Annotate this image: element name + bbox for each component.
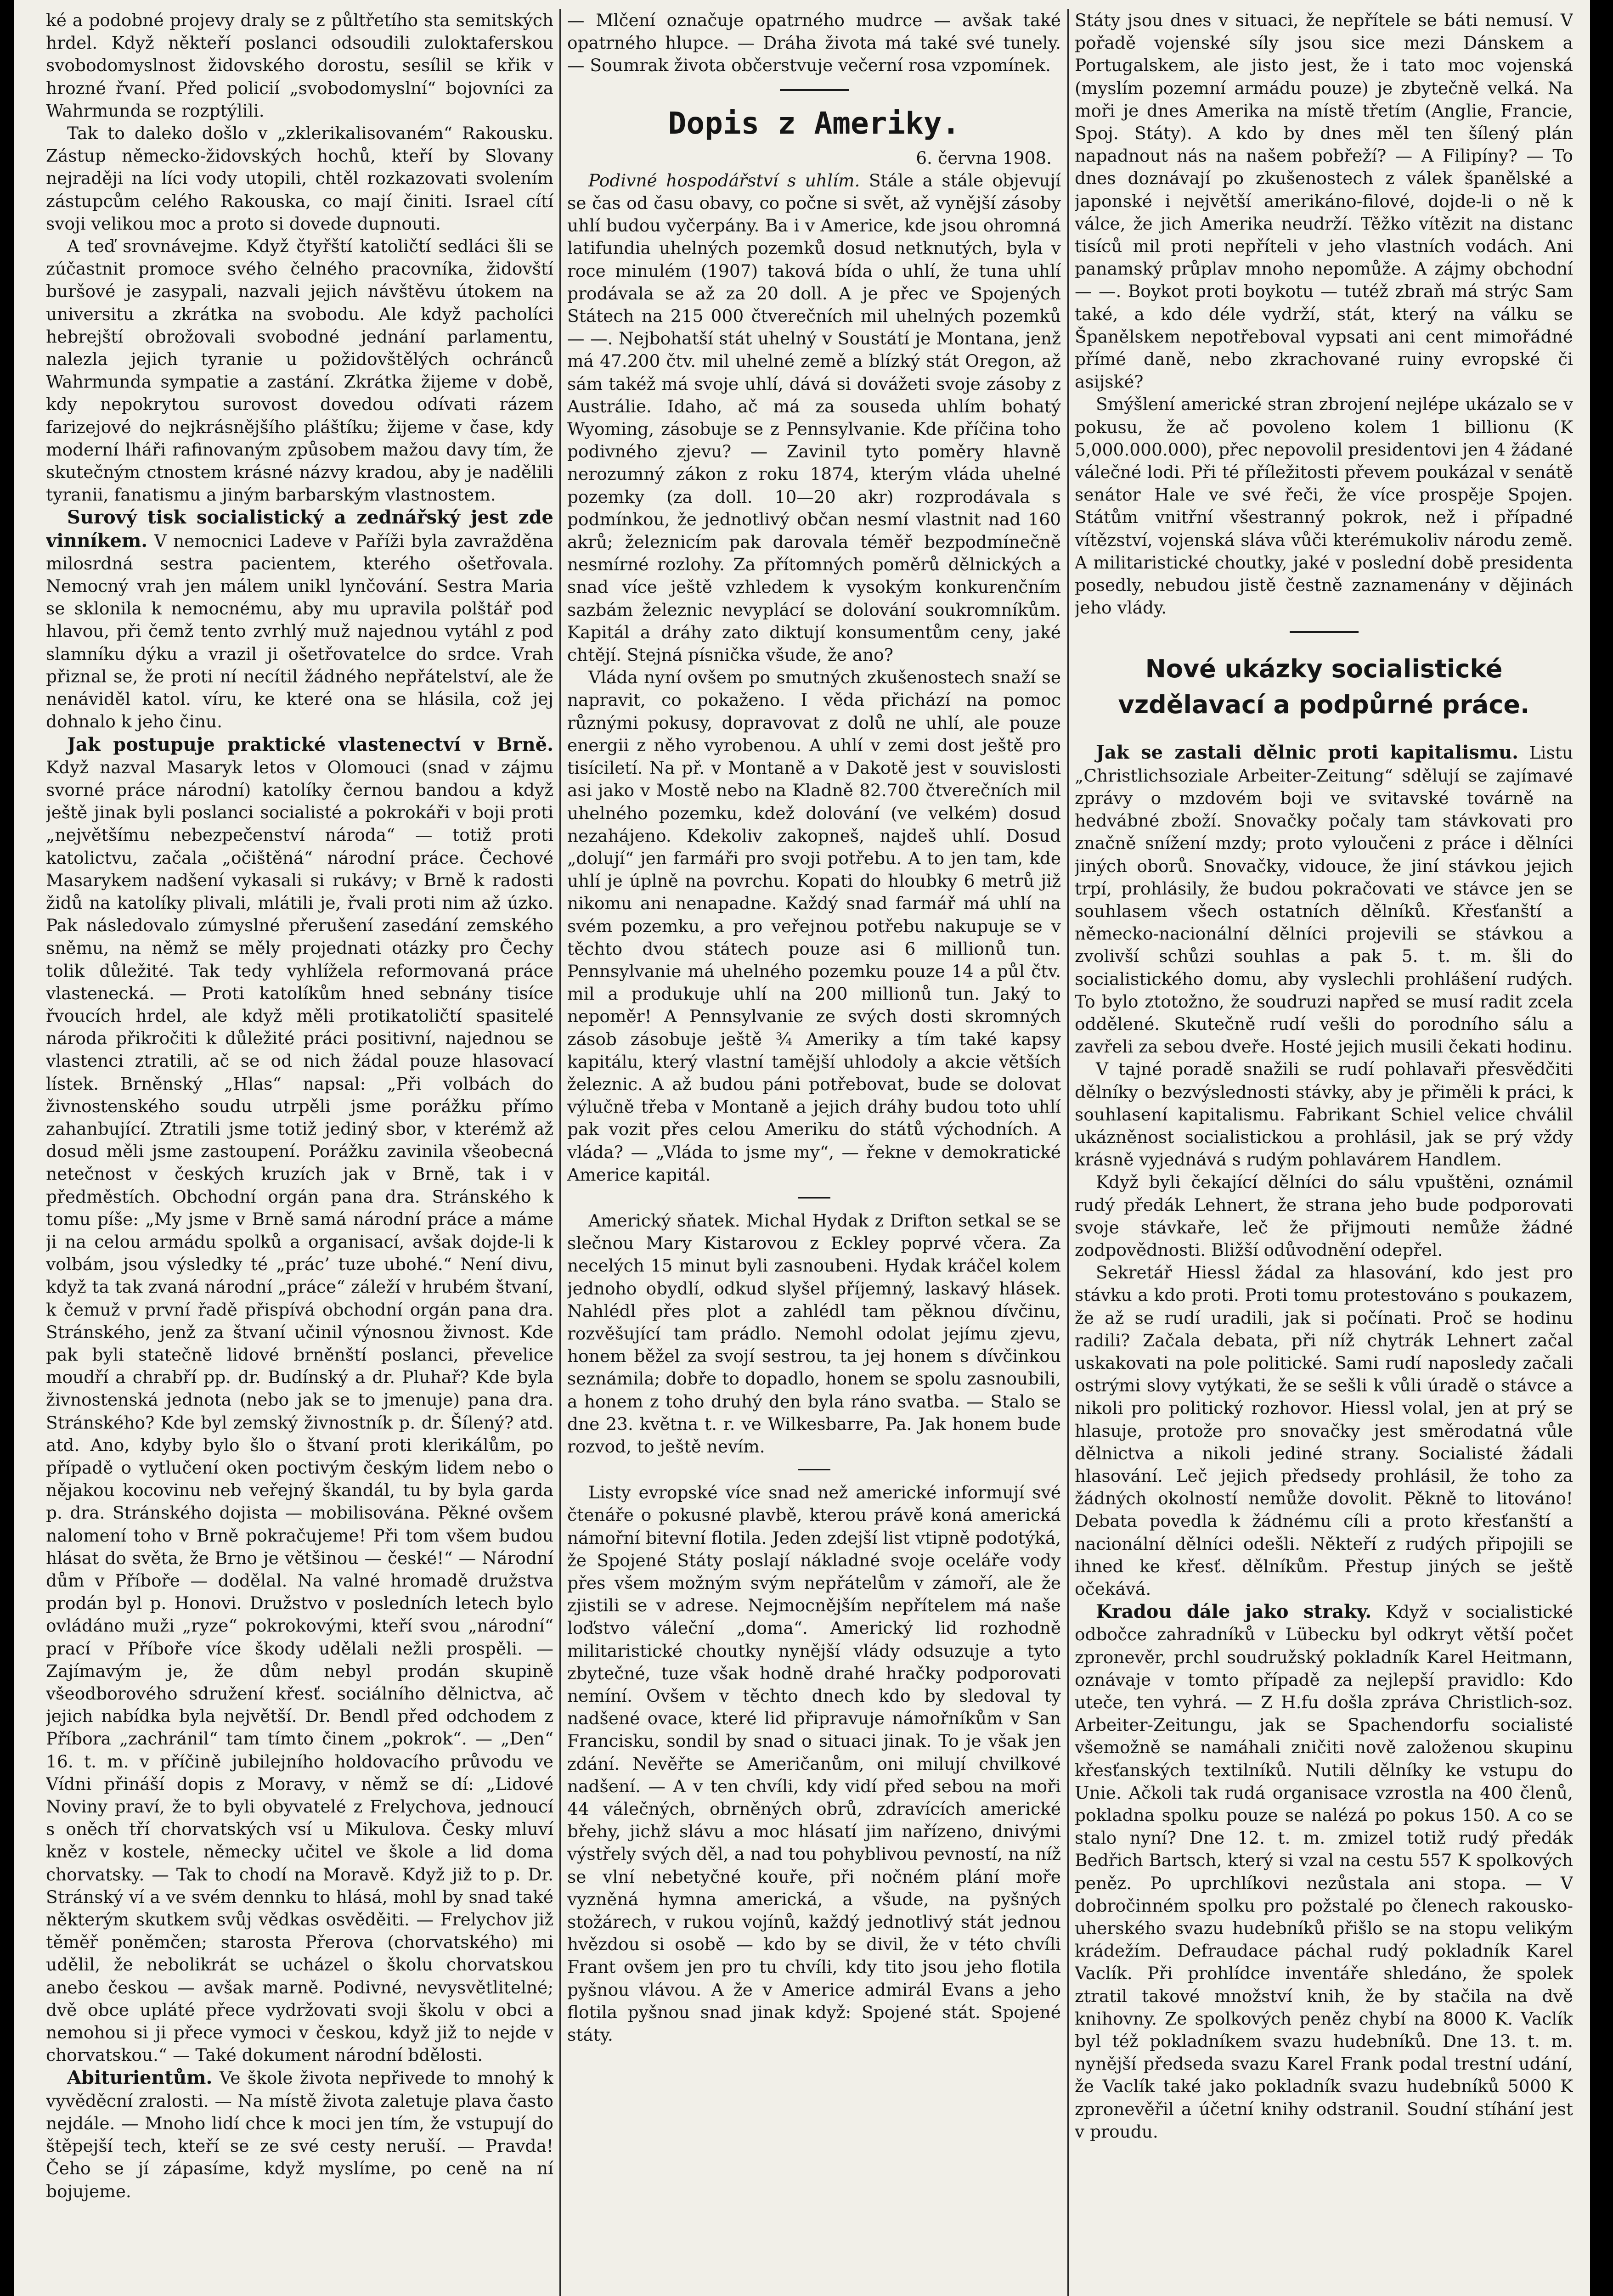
paragraph: Tak to daleko došlo v „zklerikalisovaném“ Rakousku. Zástup německo-židovských hochů, kteří by Slovany nejraději na líci vody utopili, chtěl rozkazovati svolením zástupcům celého Rakouska, co mají činiti. Israel cítí svoji velikou moc a proto si dovede dupnouti. [46, 123, 553, 234]
paragraph: Sekretář Hiessl žádal za hlasování, kdo jest pro stávku a kdo proti. Proti tomu protestováno s poukazem, že až se rudí uradili, jak si počínati. Proč se hodinu radili? Začala debata, při níž chytrák Lehnert začal uskakovati na pole politické. Sami rudí naposledy začali ostrými slovy vytýkati, že se sešli k vůli úradě o stávce a nikoli pro politický rozhovor. Hiessl volal, jen at prý se hlasuje, protože pro snovačky jest směrodatná vůle dělnictva a nikoli jediné strany. Socialisté žádali hlasování. Leč jejich předsedy prohlásil, že toho za žádných okolností nemůže dovolit. Pěkně to litováno! Debata povedla k žádnému cíli a proto křesťanští a nacionální dělníci odešli. Někteří z rudých připojili se ihned ke křesť. dělníkům. Přestup jiných se ještě očekává. [1075, 1262, 1573, 1599]
article-heading: Nové ukázky socialistické vzdělavací a podpůrné práce. [1118, 654, 1530, 720]
news-title: Jak se zastali dělnic proti kapitalismu. [1096, 742, 1519, 764]
news-item [46, 2066, 553, 2202]
news-body: Když v socialistické odbočce zahradníků v Lübecku byl odkryt větší počet zpronevěr, prchl soudružský pokladník Karel Heitmann, oznávaje v tomto případě za nejlepší pravidlo: Kdo uteče, ten vyhrá. — Z H.fu došla zpráva Christlich-soz. Arbeiter-Zeitungu, jak se Spachendorfu socialisté všemožně se namáhali zničiti nově založenou skupinu křesťanských textilníků. Nutili dělníky ke vstupu do Unie. Ačkoli tak rudá organisace vzrostla na 400 členů, pokladna spolku pouze se nalézá po pokus 150. A co se stalo nyní? Dne 12. t. m. zmizel totiž rudý předák Bedřich Bartsch, který si vzal na cestu 557 K spolkových peněz. Po uprchlíkovi nezůstala ani stopa. — V dobročinném spolku pro požstalé po členech rakousko-uherského svazu hudebníků přišlo se na stopu velikým krádežím. Defraudace páchal rudý pokladník Karel Vaclík. Při prohlídce inventáře shledáno, že spolek ztratil takové množství knih, že by stačila na dvě knihovny. Ze spolkových peněz chybí na 8000 K. Vaclík byl též pokladníkem svazu hudebníků. Dne 13. t. m. nynější předseda svazu Karel Frank podal trestní udání, že Vaclík také jako pokladník svazu hudebníků 5000 K zpronevěřil a účetní knihy odstranil. Soudní stíhání jest v proudu. [1075, 1602, 1573, 2142]
news-body: Listu „Christlichsoziale Arbeiter-Zeitung“ sdělují se zajímavé zprávy o mzdovém boji ve svitavské továrně na hedvábné zboží. Snovačky počaly tam stávkovati pro značně snížení mzdy; proto vyloučeni z práce i dělníci jiných oborů. Snovačky, vidouce, že jiní stávkou jejich trpí, prohlásily, že budou pokračovati ve stávce jen se souhlasem všech ostatních dělníků. Křesťanští a německo-nacionální dělníci projevili se stávkou a zvolivší schůzi souhlas a pak 5. t. m. šli do socialistického domu, aby vyslechli prohlášení rudých. To bylo ztotožno, že soudruzi napřed se musí radit zcela oddělené. Skutečně rudí vešli do porodního sálu a zavřeli za sebou dveře. Hosté jejich musili čekati hodinu. [1075, 743, 1573, 1057]
separator [780, 89, 849, 91]
separator [1290, 631, 1359, 633]
news-item [46, 733, 553, 2067]
news-item [1075, 741, 1573, 1058]
news-title: Abiturientům. [67, 2067, 213, 2089]
paragraph: Listy evropské více snad než americké informují své čtenáře o pokusné plavbě, kterou právě koná americká námořní bitevní flotila. Jeden zdejší list vtipně podotýká, že Spojené Státy poslají nákladné svoje oceláře vody přes všem možným svým nepřátelům v zámoří, ale že zjistili se v adrese. Nejmocnějším nepřítelem má naše loďstvo váleční „doma“. Americký lid rozhodně militaristické choutky nynější vlády odsuzuje a tyto zbytečné, tuze však hodně drahé hračky podporovati nemíní. Ovšem v těchto dnech kdo by sledoval ty nadšené ovace, které lid připravuje námořníkům v San Francisku, sondil by snad o situaci jinak. To je však jen zdání. Nevěřte se Američanům, oni milují chvilkové nadšení. — A v ten chvíli, kdy vidí před sebou na moři 44 válečných, obrněných obrů, zdravících americké břehy, jichž slávu a moc hlásatí jim nařízeno, dnivými výstřely svých děl, a nad tou pohyblivou pevností, na níž se vlní nebetyčné kouře, při nočném plání moře vyzněná hymna americká, a všude, na pyšných stožárech, v rukou vojínů, každý jednotlivý stát jednou hvězdou si osobě — kdo by se divil, že v této chvíli Frant ovšem jen pro tu chvíli, kdy tito jsou jeho flotila pyšnou vlávou. A že v Americe admirál Evans a jeho flotila pyšnou snad jinak když: Spojené stát. Spojené státy. [567, 1482, 1061, 2045]
separator [798, 1469, 830, 1470]
article-date: 6. června 1908. [916, 147, 1052, 168]
lead-title: Podivné hospodářství s uhlím. [588, 170, 860, 191]
column-rule [559, 9, 561, 2296]
news-item [46, 506, 553, 733]
column-left [46, 9, 553, 2296]
paragraph [567, 169, 1061, 666]
column-right [1075, 9, 1573, 2296]
newspaper-page [14, 0, 1590, 2296]
paragraph-body: Stále a stále objevují se čas od času obavy, co počne si svět, až vynější zásoby uhlí budou vyčerpány. Ba i v Americe, kde jsou ohromná latifundia uhelných pozemků dosud netknutých, byla v roce minulém (1907) taková bída o uhlí, že tuna uhlí prodávala se až za 20 doll. A je přec ve Spojených Státech na 215 000 čtverečních mil uhelných pozemků — —. Nejbohatší stát uhelný v Soustátí je Montana, jenž má 47.200 čtv. mil uhelné země a blízký stát Oregon, až sám takéž má svoje uhlí, dává si dovážeti svoje zásoby z Austrálie. Idaho, ač má za souseda uhlím bohatý Wyoming, zásobuje se z Pennsylvanie. Kde příčina toho podivného zjevu? — Zavinil tyto poměry hlavně nerozumný zákon z roku 1874, kterým vláda uhelné pozemky (za doll. 10—20 akr) rozprodávala s podmínkou, že jednotlivý občan nesmí vlastnit nad 160 akrů; železnicím pak darovala téměř bezpodmínečně nesmírné rozlohy. Za přítomných poměrů dělnických a snad více ještě vzhledem k vysokým konkurenčním sazbám železnic nevyplácí se dolování soukromníkům. Kapitál a dráhy zato diktují konsumentům ceny, jaké chtějí. Stejná písnička všude, že ano? [567, 170, 1061, 665]
paragraph: A teď srovnávejme. Když čtyřští katoličtí sedláci šli se zúčastnit promoce svého čelného pracovníka, židovští buršové je zasypali, nazvali jejich návštěvu útokem na universitu a zkrátka na svobodu. Ale když pacholíci hebrejští obrožovali svobodné jednání parlamentu, nalezla jejich tyranie u požidovštělých ochránců Wahrmunda sympatie a zastání. Zkrátka žijeme v době, kdy nepokrytou surovost dovedou odívati rázem farizejové do nejkrásnějšího pláštíku; žijeme v čase, kdy moderní lháři rafinovaným způsobem mažou davy tím, že skutečným ctnostem krásné názvy kradou, aby je nadělili tyranii, fanatismu a jiným barbarským vlastnostem. [46, 236, 553, 505]
news-body: Ve škole života nepřivede to mnohý k vyvěděcní zralosti. — Na místě života zaletuje plava často nejdále. — Mnoho lidí chce k moci jen tím, že vstupují do štěpejší tech, kteří se ze své cesty neruší. — Pravda! Čeho se jí zápasíme, když myslíme, po ceně na ní bojujeme. [46, 2068, 553, 2201]
paragraph: Státy jsou dnes v situaci, že nepřítele se báti nemusí. V pořadě vojenské síly jsou sice mezi Dánskem a Portugalskem, ale jisto jest, že i tato moc vojenská (myslím pozemní armádu pouze) je zbytečně velká. Na moři je dnes Amerika na místě třetím (Anglie, Francie, Spoj. Státy). A kdo by dnes měl ten šílený plán napadnout nás na našem pobřeží? — A Filipíny? — To dnes doznávají po zkušenostech z válek španělské a japonské i největší amerikáno-filové, dojde-li o ně k válce, že jich Amerika neudrží. Těžko vítězit na distanc tisíců mil proti nepříteli v jeho vlastních vodách. Ani panamský průplav mnoho nepomůže. A zájmy obchodní — —. Boykot proti boykotu — tutéž zbraň má strýc Sam také, a kdo déle vydrží, stát, který na válku se Španělskem nepotřeboval vypsati ani cent mimořádné přímé daně, nebo zkrachované ruiny evropské či asijské? [1075, 10, 1573, 392]
paragraph: — Mlčení označuje opatrného mudrce — avšak také opatrného hlupce. — Dráha života má také své tunely. — Soumrak života občerstvuje večerní rosa vzpomínek. [567, 10, 1061, 76]
paragraph: V tajné poradě snažili se rudí pohlavaři přesvědčiti dělníky o bezvýslednosti stávky, aby je přiměli k práci, k souhlasení kapitalismu. Fabrikant Schiel velice chválil ukázněnost socialistickou a prohlásil, jak se prý vždy krásně vyjednává s rudým pohlavárem Handlem. [1075, 1059, 1573, 1170]
news-item [1075, 1600, 1573, 2143]
column-middle [567, 9, 1061, 2296]
paragraph: Když byli čekající dělníci do sálu vpuštěni, oznámil rudý předák Lehnert, že strana jeho bude podporovati svoje stávkaře, leč že přijmouti nemůže žádné zodpovědnosti. Bližší odůvodnění odepřel. [1075, 1172, 1573, 1260]
news-body: V nemocnici Ladeve v Paříži byla zavražděna milosrdná sestra pacientem, kterého ošetřovala. Nemocný vrah jen málem unikl lynčování. Sestra Maria se sklonila k nemocnému, aby mu upravila polštář pod hlavou, při čemž tento zvrhlý muž najednou vytáhl z pod slamníku dýku a vrazil ji ošetřovatelce do srdce. Vrah přiznal se, že proti ní necítil žádného nepřátelství, ale že nenáviděl katol. víru, ke které ona se hlásila, což jej dohnalo k jeho činu. [46, 530, 553, 732]
news-title: Kradou dále jako straky. [1096, 1601, 1372, 1623]
article-heading: Dopis z Ameriky. [668, 105, 960, 141]
column-rule [1067, 9, 1069, 2296]
news-title: Surový tisk socialistický a zednářský jest zde vinníkem. [46, 506, 553, 551]
paragraph: Smýšlení americké stran zbrojení nejlépe ukázalo se v pokusu, že ač povoleno kolem 1 billionu (K 5,000.000.000), přec nepovolil presidentovi jen 4 žádané válečné lodi. Při té příležitosti převem poukázal v senátě senátor Hale ve své řeči, že více prospěje Spojen. Státům vnitřní všestranný pokrok, než i případné vítězství, vojenská sláva vůči kterémukoliv národu země. A militaristické choutky, jaké v poslední době presidenta posedly, nebudou jistě čestně zaznamenány v dějinách jeho vlády. [1075, 394, 1573, 618]
news-title: Jak postupuje praktické vlastenectví v Brně. [67, 733, 553, 755]
paragraph: ké a podobné projevy draly se z půltřetího sta semitských hrdel. Když někteří poslanci odsoudili zuloktaferskou svobodomyslnost židovského dorostu, sesílil se křik v hrozné řvaní. Před policií „svobodomyslní“ bojovníci za Wahrmunda se rozptýlili. [46, 10, 553, 121]
separator [798, 1197, 830, 1199]
news-body: Když nazval Masaryk letos v Olomouci (snad v zájmu svorné práce národní) katolíky černou bandou a když ještě jinak byli poslanci socialisté a pokrokáři v boji proti „největšímu nebezpečenství národa“ — totiž proti katolictvu, začala „očištěná“ národní práce. Čechové Masarykem nadšení vykasali si rukávy; v Brně k radosti židů na katolíky plivali, mlátili je, řvali proti nim až úzko. Pak následovalo zúmyslné přerušení zasedání zemského sněmu, na němž se měly projednati otázky pro Čechy tolik důležité. Tak tedy vyhlížela reformovaná práce vlastenecká. — Proti katolíkům hned sebnány tisíce řvoucích hrdel, ale když měli protikatoličtí spasitelé národa přikročiti k důležité práci positivní, najednou se vlastenci ztratili, ač se od nich žádal pouze hlasovací lístek. Brněnský „Hlas“ napsal: „Při volbách do živnostenského soudu utrpěli jsme porážku přímo zahanbující. Ztratili jsme totiž jediný sbor, v kterémž až dosud měli jsme zastoupení. Porážku zavinila všeobecná netečnost v českých kruzích jak v Brně, tak i v předměstích. Obchodní orgán pana dra. Stránského k tomu píše: „My jsme v Brně samá národní práce a máme ji na celou armádu spolků a organisací, avšak dojde-li k volbám, jsou výsledky té „prác’ tuze ubohé.“ Není divu, když ta tak zvaná národní „práce“ záleží v hrubém štvaní, k čemuž v první řadě přispívá obchodní orgán pana dra. Stránského, jenž za štvaní učinil výnosnou živnost. Kde pak byli statečně lidové brněnští poslanci, převelice moudří a chrabří pp. dr. Budínský a dr. Pluhař? Kde byla živnostenská jednota (nebo jak se to jmenuje) pana dra. Stránského? Kde byl zemský živnostník p. dr. Šílený? atd. atd. Ano, kdyby bylo šlo o štvaní proti klerikálům, po případě o vytlučení oken poctivým českým lidem nebo o nějakou kocovinu neb veřejný škandál, tu by byla garda p. dra. Stránského dojista — mobilisována. Pěkné ovšem nalomení toho v Brně pokračujeme! Při tom všem budou hlásat do světa, že Brno je většinou — české!“ — Národní dům v Příboře — dodělal. Na valné hromadě družstva prodán byl p. Honovi. Družstvo v posledních letech bylo ovládáno muži „ryze“ pokrokovými, kteří svou „národní“ prací v Příboře více škody udělali nežli prospěli. — Zajímavým je, že dům nebyl prodán skupině všeodborového sdružení křesť. sociálního dělnictva, ač jejich nabídka byla největší. Dr. Bendl před odchodem z Příbora „zachránil“ tam tímto činem „pokrok“. — „Den“ 16. t. m. v příčině jubilejního holdovacího průvodu ve Vídni přináší dopis z Moravy, v němž se dí: „Lidové Noviny praví, že to byli obyvatelé z Frelychova, jednoucí s oněch tří chorvatských vsí u Mikulova. Česky mluví kněz v kostele, německy učitel ve škole a lid doma chorvatsky. — Tak to chodí na Moravě. Když již to p. Dr. Stránský ví a ve svém dennku to hlásá, mohl by snad také některým skutkem svůj vědkas osvěděiti. — Frelychov již těměř poněmčen; starosta Přerova (chorvatského) mi udělil, že nebolikrát se ucházel o školu chorvatskou anebo českou — avšak marně. Podivné, nevysvětlitelné; dvě obce upláté přece vydržovati svoji školu v obci a nemohou si ji přece vymoci v českou, když již to nejde v chorvatskou.“ — Také dokument národní bdělosti. [46, 757, 553, 2065]
paragraph: Americký sňatek. Michal Hydak z Drifton setkal se se slečnou Mary Kistarovou z Eckley poprvé včera. Za necelých 15 minut byli zasnoubeni. Hydak kráčel kolem jednoho obydlí, odkud slyšel příjemný, laskavý hlásek. Nahlédl přes plot a zahlédl tam pěknou dívčinu, rozvěšující tam prádlo. Nemohl odolat jejímu zjevu, honem běžel za svojí sestrou, ta jej honem s dívčinkou seznámila; dobře to dopadlo, honem se spolu zasnoubili, a honem z toho druhý den byla ráno svatba. — Stalo se dne 23. května t. r. ve Wilkesbarre, Pa. Jak honem bude rozvod, to ještě nevím. [567, 1210, 1061, 1457]
paragraph: Vláda nyní ovšem po smutných zkušenostech snaží se napravit, co pokaženo. I věda přichází na pomoc různými pokusy, dopravovat z dolů ne uhlí, ale pouze energii z něho vyrobenou. A uhlí v zemi dost ještě pro tisíciletí. Na př. v Montaně a v Dakotě jest v souvislosti asi jako v Mostě nebo na Kladně 82.700 čtverečních mil uhelného pozemku, kdež dolování (ve velkém) dosud nezahájeno. Kdekoliv zakopneš, najdeš uhlí. Dosud „dolují“ jen farmáři pro svoji potřebu. A to jen tam, kde uhlí je úplně na povrchu. Kopati do hloubky 6 metrů již nikomu ani nenapadne. Každý snad farmář má uhlí na svém pozemku, a pro veřejnou potřebu nakupuje se v těchto dvou státech pouze asi 6 millionů tun. Pennsylvanie má uhelného pozemku pouze 14 a půl čtv. mil a produkuje uhlí na 200 millionů tun. Jaký to nepoměr! A Pennsylvanie ze svých dosti skromných zásob zásobuje ještě ¾ Ameriky a tím také kapsy kapitálu, který vlastní tamější uhlodoly a akcie větších železnic. A až budou páni potřebovat, bude se dolovat výlučně třeba v Montaně a jejich dráhy budou toto uhlí pak vozit přes celou Ameriku do států východních. A vláda? — „Vláda to jsme my“, — řekne v demokratické Americe kapitál. [567, 667, 1061, 1185]
